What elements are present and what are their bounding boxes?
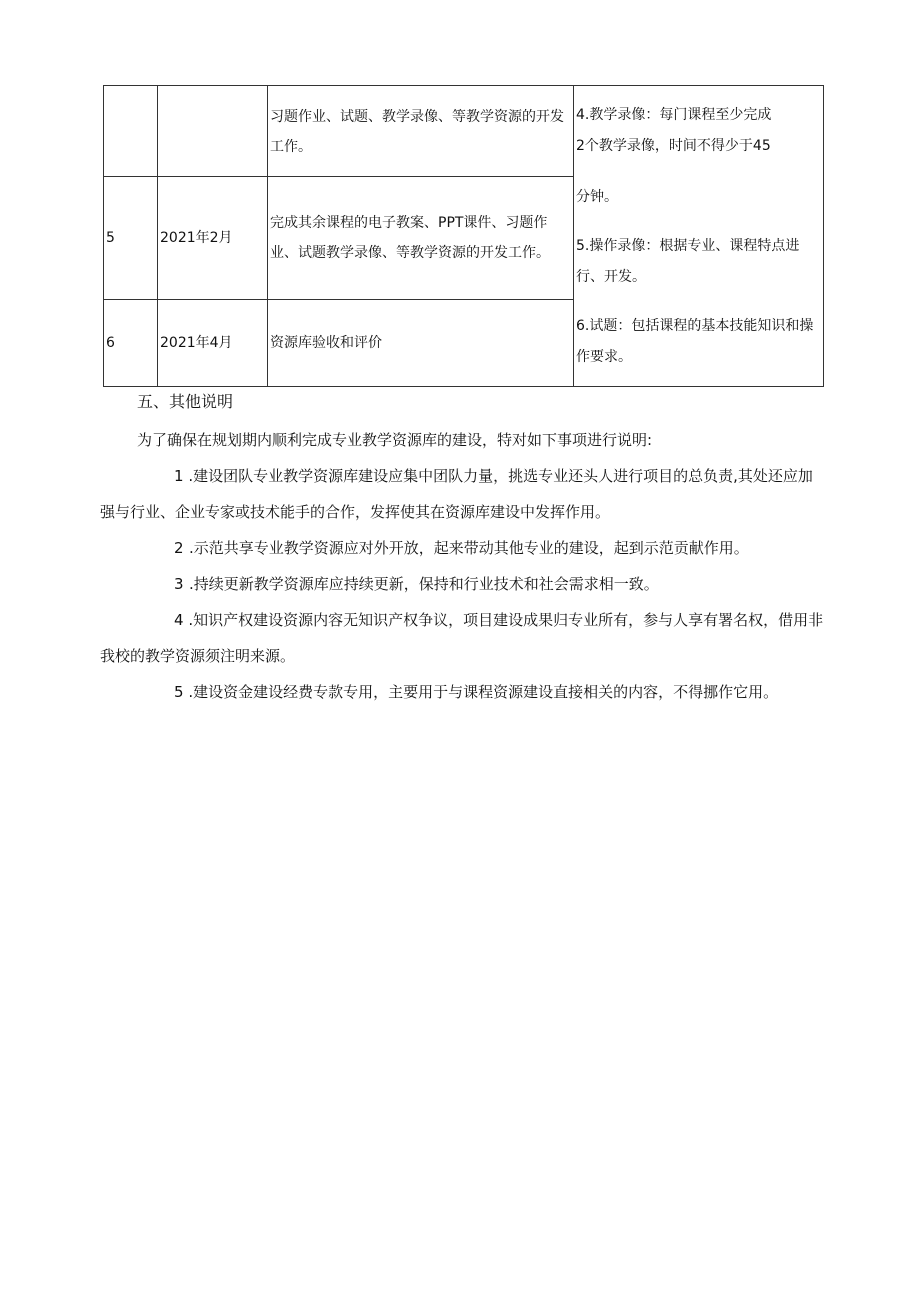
notes-section <box>100 385 825 710</box>
item-number: 1 <box>174 467 184 485</box>
row-date-cell <box>158 86 268 177</box>
requirement-line: 2个教学录像，时间不得少于45 <box>576 138 771 154</box>
table-row <box>104 86 824 177</box>
item-number: 4 <box>174 611 184 629</box>
list-item <box>100 458 825 530</box>
item-number: 2 <box>174 539 184 557</box>
row-number-cell: 5 <box>104 177 158 300</box>
item-text: .持续更新教学资源库应持续更新，保持和行业技术和社会需求相一致。 <box>189 575 659 593</box>
section-intro: 为了确保在规划期内顺利完成专业教学资源库的建设，特对如下事项进行说明: <box>137 431 653 449</box>
item-text: .建设团队专业教学资源库建设应集中团队力量，挑选专业还头人进行项目的总负责,其处还应加强与行业、企业专家或技术能手的合作，发挥使其在资源库建设中发挥作用。 <box>100 467 813 521</box>
row-date-cell: 2021年4月 <box>158 300 268 387</box>
item-text: .知识产权建设资源内容无知识产权争议，项目建设成果归专业所有，参与人享有署名权，借用非我校的教学资源须注明来源。 <box>100 611 824 665</box>
list-item <box>100 566 825 602</box>
section-title: 五、其他说明 <box>137 392 234 411</box>
requirement-line: 6.试题：包括课程的基本技能知识和操作要求。 <box>576 318 814 365</box>
requirement-line: 4.教学录像：每门课程至少完成 <box>576 107 772 123</box>
requirements-cell <box>574 86 824 387</box>
row-task-cell: 资源库验收和评价 <box>268 300 574 387</box>
row-task-cell: 习题作业、试题、教学录像、等教学资源的开发工作。 <box>268 86 574 177</box>
requirement-line: 分钟。 <box>576 189 618 205</box>
item-text: .建设资金建设经费专款专用，主要用于与课程资源建设直接相关的内容，不得挪作它用。 <box>188 683 779 701</box>
list-item <box>100 530 825 566</box>
requirement-line: 5.操作录像：根据专业、课程特点进行、开发。 <box>576 238 800 285</box>
list-item <box>100 674 825 710</box>
item-number: 5 <box>174 683 184 701</box>
row-number-cell <box>104 86 158 177</box>
list-item <box>100 602 825 674</box>
schedule-table <box>103 85 824 387</box>
item-text: .示范共享专业教学资源应对外开放，起来带动其他专业的建设，起到示范贡献作用。 <box>189 539 749 557</box>
row-date-cell: 2021年2月 <box>158 177 268 300</box>
row-number-cell: 6 <box>104 300 158 387</box>
row-task-cell: 完成其余课程的电子教案、PPT课件、习题作业、试题教学录像、等教学资源的开发工作。 <box>268 177 574 300</box>
item-number: 3 <box>174 575 184 593</box>
